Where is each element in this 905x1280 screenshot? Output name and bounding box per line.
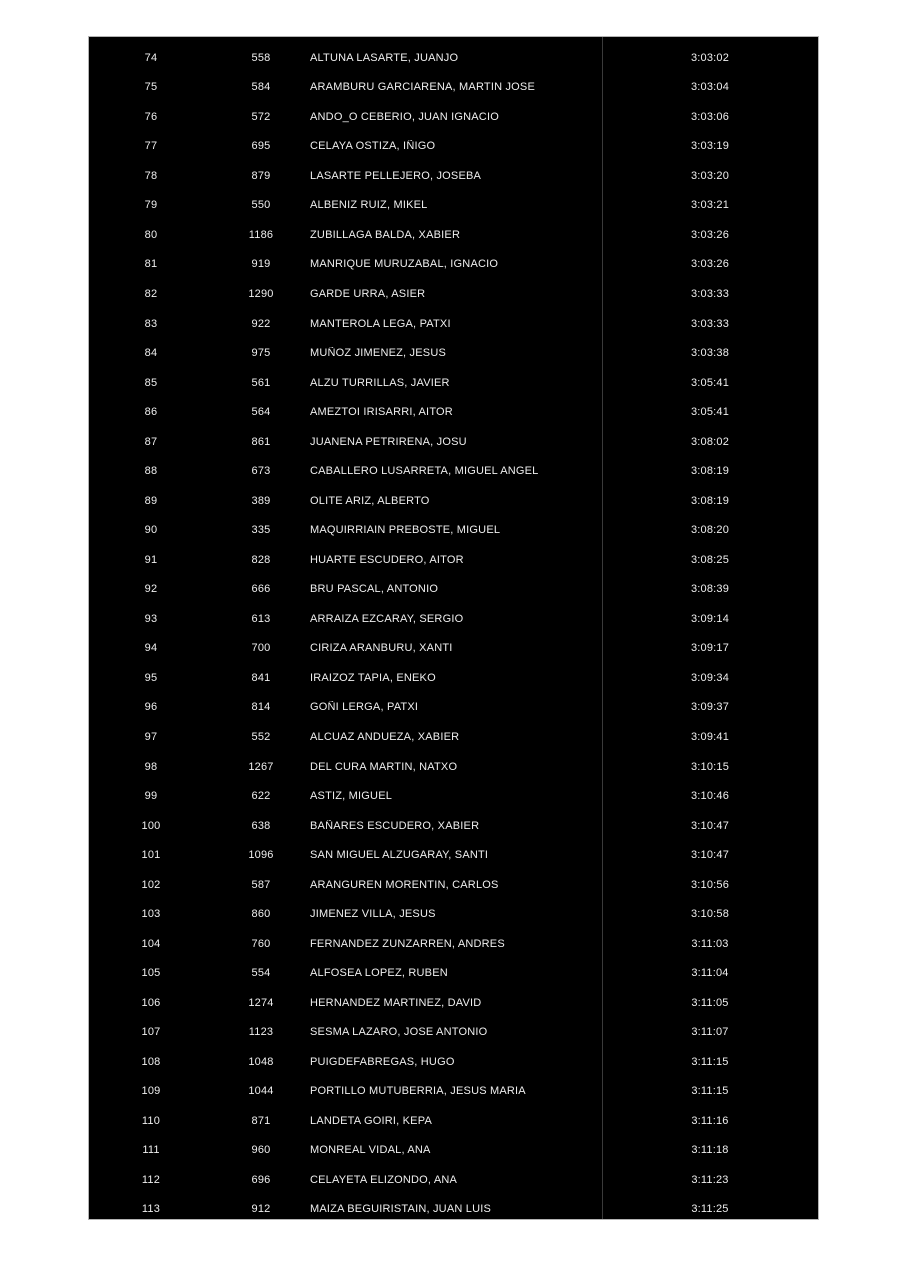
name-cell: BAÑARES ESCUDERO, XABIER: [310, 819, 480, 832]
bib-cell: 673: [251, 465, 271, 478]
table-row: [89, 722, 818, 752]
bib-cell: 584: [251, 81, 271, 94]
name-cell: GOÑI LERGA, PATXI: [310, 701, 419, 714]
position-cell: 109: [141, 1085, 161, 1098]
name-cell: AMEZTOI IRISARRI, AITOR: [310, 406, 453, 419]
name-cell: BRU PASCAL, ANTONIO: [310, 583, 439, 596]
name-cell: ALFOSEA LOPEZ, RUBEN: [310, 967, 448, 980]
position-cell: 91: [144, 553, 158, 566]
name-cell: ALZU TURRILLAS, JAVIER: [310, 376, 450, 389]
time-cell: 3:03:26: [690, 228, 730, 241]
bib-cell: 1096: [248, 849, 274, 862]
bib-cell: 552: [251, 730, 271, 743]
table-row: [89, 811, 818, 841]
time-cell: 3:03:26: [690, 258, 730, 271]
time-cell: 3:03:38: [690, 347, 730, 360]
name-cell: MONREAL VIDAL, ANA: [310, 1144, 431, 1157]
table-row: [89, 456, 818, 486]
name-cell: ZUBILLAGA BALDA, XABIER: [310, 228, 461, 241]
name-cell: CIRIZA ARANBURU, XANTI: [310, 642, 453, 655]
table-row: [89, 427, 818, 457]
position-cell: 96: [144, 701, 158, 714]
position-cell: 81: [144, 258, 158, 271]
time-cell: 3:10:15: [690, 760, 730, 773]
time-cell: 3:09:41: [690, 730, 730, 743]
bib-cell: 861: [251, 435, 271, 448]
name-cell: FERNANDEZ ZUNZARREN, ANDRES: [310, 937, 505, 950]
bib-cell: 814: [251, 701, 271, 714]
name-cell: MUÑOZ JIMENEZ, JESUS: [310, 347, 447, 360]
position-cell: 97: [144, 730, 158, 743]
name-cell: PUIGDEFABREGAS, HUGO: [310, 1055, 455, 1068]
time-cell: 3:10:56: [690, 878, 730, 891]
table-row: [89, 575, 818, 605]
name-cell: CELAYA OSTIZA, IÑIGO: [310, 140, 436, 153]
position-cell: 94: [144, 642, 158, 655]
bib-cell: 760: [251, 937, 271, 950]
bib-cell: 871: [251, 1114, 271, 1127]
time-cell: 3:03:20: [690, 169, 730, 182]
name-cell: LANDETA GOIRI, KEPA: [310, 1114, 432, 1127]
bib-cell: 912: [251, 1203, 271, 1216]
time-cell: 3:03:02: [690, 51, 730, 64]
table-row: [89, 1195, 818, 1220]
time-cell: 3:03:33: [690, 317, 730, 330]
time-cell: 3:08:19: [690, 494, 730, 507]
table-row: [89, 545, 818, 575]
time-cell: 3:10:58: [690, 908, 730, 921]
bib-cell: 638: [251, 819, 271, 832]
table-row: [89, 634, 818, 664]
time-cell: 3:10:47: [690, 849, 730, 862]
name-cell: MAQUIRRIAIN PREBOSTE, MIGUEL: [310, 524, 501, 537]
position-cell: 105: [141, 967, 161, 980]
name-cell: SAN MIGUEL ALZUGARAY, SANTI: [310, 849, 489, 862]
position-cell: 110: [141, 1114, 161, 1127]
bib-cell: 700: [251, 642, 271, 655]
name-cell: GARDE URRA, ASIER: [310, 288, 426, 301]
position-cell: 87: [144, 435, 158, 448]
position-cell: 74: [144, 51, 158, 64]
position-cell: 111: [142, 1144, 160, 1157]
position-cell: 88: [144, 465, 158, 478]
time-cell: 3:10:46: [690, 790, 730, 803]
bib-cell: 389: [251, 494, 271, 507]
name-cell: HERNANDEZ MARTINEZ, DAVID: [310, 996, 482, 1009]
time-cell: 3:11:16: [691, 1114, 729, 1127]
bib-cell: 841: [251, 671, 271, 684]
position-cell: 106: [141, 996, 161, 1009]
table-row: [89, 870, 818, 900]
bib-cell: 828: [251, 553, 271, 566]
name-cell: LASARTE PELLEJERO, JOSEBA: [310, 169, 482, 182]
time-cell: 3:11:03: [691, 937, 729, 950]
name-cell: SESMA LAZARO, JOSE ANTONIO: [310, 1026, 488, 1039]
table-row: [89, 693, 818, 723]
time-cell: 3:10:47: [690, 819, 730, 832]
table-row: [89, 663, 818, 693]
time-cell: 3:03:04: [690, 81, 730, 94]
name-cell: ANDO_O CEBERIO, JUAN IGNACIO: [310, 110, 499, 123]
table-row: [89, 368, 818, 398]
bib-cell: 860: [251, 908, 271, 921]
table-row: [89, 840, 818, 870]
bib-cell: 550: [251, 199, 271, 212]
name-cell: CABALLERO LUSARRETA, MIGUEL ANGEL: [310, 465, 539, 478]
table-row: [89, 1077, 818, 1107]
position-cell: 99: [144, 790, 158, 803]
table-row: [89, 604, 818, 634]
time-cell: 3:11:05: [691, 996, 729, 1009]
bib-cell: 561: [251, 376, 271, 389]
bib-cell: 1048: [248, 1055, 274, 1068]
position-cell: 79: [144, 199, 158, 212]
table-row: [89, 279, 818, 309]
table-row: [89, 397, 818, 427]
position-cell: 75: [144, 81, 158, 94]
table-row: [89, 899, 818, 929]
time-cell: 3:03:19: [690, 140, 730, 153]
table-row: [89, 73, 818, 103]
bib-cell: 622: [251, 790, 271, 803]
bib-cell: 587: [251, 878, 271, 891]
position-cell: 100: [141, 819, 161, 832]
bib-cell: 572: [251, 110, 271, 123]
time-cell: 3:03:33: [690, 288, 730, 301]
position-cell: 90: [144, 524, 158, 537]
table-row: [89, 191, 818, 221]
name-cell: ALTUNA LASARTE, JUANJO: [310, 51, 459, 64]
time-cell: 3:05:41: [690, 406, 730, 419]
bib-cell: 960: [251, 1144, 271, 1157]
time-cell: 3:11:04: [691, 967, 729, 980]
position-cell: 82: [144, 288, 158, 301]
results-table: [88, 36, 819, 1220]
time-cell: 3:08:19: [690, 465, 730, 478]
time-cell: 3:11:15: [691, 1085, 729, 1098]
bib-cell: 666: [251, 583, 271, 596]
table-row: [89, 43, 818, 73]
table-row: [89, 161, 818, 191]
bib-cell: 1186: [248, 228, 274, 241]
results-rows: [89, 37, 818, 1220]
table-row: [89, 102, 818, 132]
time-cell: 3:03:21: [690, 199, 730, 212]
position-cell: 85: [144, 376, 158, 389]
column-divider-line: [602, 37, 603, 1219]
position-cell: 89: [144, 494, 158, 507]
position-cell: 113: [141, 1203, 161, 1216]
position-cell: 83: [144, 317, 158, 330]
time-cell: 3:11:18: [691, 1144, 729, 1157]
position-cell: 102: [141, 878, 161, 891]
bib-cell: 1290: [248, 288, 274, 301]
table-row: [89, 752, 818, 782]
time-cell: 3:08:39: [690, 583, 730, 596]
name-cell: MAIZA BEGUIRISTAIN, JUAN LUIS: [310, 1203, 492, 1216]
time-cell: 3:11:07: [691, 1026, 729, 1039]
position-cell: 101: [141, 849, 161, 862]
name-cell: ALBENIZ RUIZ, MIKEL: [310, 199, 428, 212]
time-cell: 3:08:20: [690, 524, 730, 537]
position-cell: 80: [144, 228, 158, 241]
table-row: [89, 250, 818, 280]
table-row: [89, 1106, 818, 1136]
time-cell: 3:09:37: [690, 701, 730, 714]
bib-cell: 613: [251, 612, 271, 625]
bib-cell: 696: [251, 1173, 271, 1186]
time-cell: 3:08:02: [690, 435, 730, 448]
time-cell: 3:09:17: [690, 642, 730, 655]
position-cell: 98: [144, 760, 158, 773]
bib-cell: 975: [251, 347, 271, 360]
position-cell: 84: [144, 347, 158, 360]
table-row: [89, 132, 818, 162]
name-cell: IRAIZOZ TAPIA, ENEKO: [310, 671, 436, 684]
position-cell: 77: [144, 140, 158, 153]
bib-cell: 1123: [248, 1026, 274, 1039]
bib-cell: 922: [251, 317, 271, 330]
position-cell: 95: [144, 671, 158, 684]
position-cell: 78: [144, 169, 158, 182]
position-cell: 93: [144, 612, 158, 625]
time-cell: 3:09:14: [690, 612, 730, 625]
table-row: [89, 309, 818, 339]
bib-cell: 1267: [248, 760, 274, 773]
position-cell: 86: [144, 406, 158, 419]
position-cell: 112: [141, 1173, 161, 1186]
name-cell: HUARTE ESCUDERO, AITOR: [310, 553, 464, 566]
table-row: [89, 1165, 818, 1195]
name-cell: ASTIZ, MIGUEL: [310, 790, 393, 803]
bib-cell: 335: [251, 524, 271, 537]
table-row: [89, 516, 818, 546]
bib-cell: 564: [251, 406, 271, 419]
bib-cell: 879: [251, 169, 271, 182]
table-row: [89, 338, 818, 368]
bib-cell: 558: [251, 51, 271, 64]
name-cell: ALCUAZ ANDUEZA, XABIER: [310, 730, 460, 743]
time-cell: 3:11:23: [691, 1173, 729, 1186]
position-cell: 108: [141, 1055, 161, 1068]
name-cell: JUANENA PETRIRENA, JOSU: [310, 435, 467, 448]
name-cell: PORTILLO MUTUBERRIA, JESUS MARIA: [310, 1085, 526, 1098]
table-row: [89, 220, 818, 250]
table-row: [89, 1018, 818, 1048]
table-row: [89, 929, 818, 959]
name-cell: ARAMBURU GARCIARENA, MARTIN JOSE: [310, 81, 536, 94]
time-cell: 3:11:25: [691, 1203, 729, 1216]
name-cell: JIMENEZ VILLA, JESUS: [310, 908, 436, 921]
table-row: [89, 1136, 818, 1166]
position-cell: 104: [141, 937, 161, 950]
bib-cell: 919: [251, 258, 271, 271]
bib-cell: 554: [251, 967, 271, 980]
position-cell: 76: [144, 110, 158, 123]
time-cell: 3:08:25: [690, 553, 730, 566]
table-row: [89, 486, 818, 516]
name-cell: CELAYETA ELIZONDO, ANA: [310, 1173, 458, 1186]
name-cell: ARRAIZA EZCARAY, SERGIO: [310, 612, 464, 625]
position-cell: 92: [144, 583, 158, 596]
bib-cell: 695: [251, 140, 271, 153]
position-cell: 107: [141, 1026, 161, 1039]
name-cell: MANRIQUE MURUZABAL, IGNACIO: [310, 258, 499, 271]
table-row: [89, 988, 818, 1018]
name-cell: MANTEROLA LEGA, PATXI: [310, 317, 451, 330]
name-cell: OLITE ARIZ, ALBERTO: [310, 494, 430, 507]
table-row: [89, 781, 818, 811]
name-cell: ARANGUREN MORENTIN, CARLOS: [310, 878, 499, 891]
bib-cell: 1044: [248, 1085, 274, 1098]
time-cell: 3:03:06: [690, 110, 730, 123]
time-cell: 3:09:34: [690, 671, 730, 684]
position-cell: 103: [141, 908, 161, 921]
table-row: [89, 1047, 818, 1077]
time-cell: 3:11:15: [691, 1055, 729, 1068]
time-cell: 3:05:41: [690, 376, 730, 389]
name-cell: DEL CURA MARTIN, NATXO: [310, 760, 458, 773]
table-row: [89, 958, 818, 988]
bib-cell: 1274: [248, 996, 274, 1009]
